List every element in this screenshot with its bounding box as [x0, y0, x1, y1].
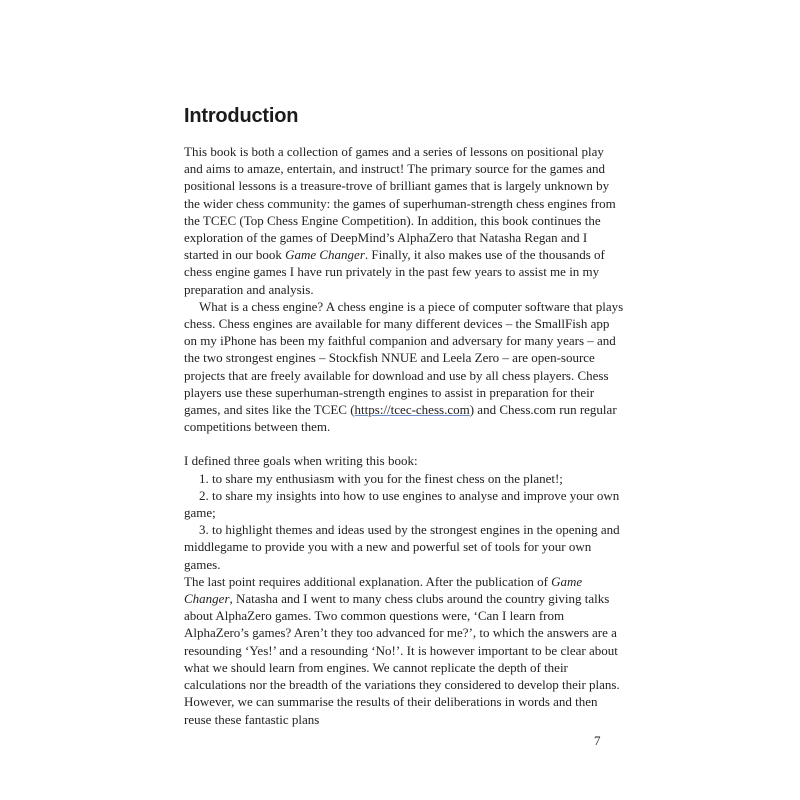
- book-title: Game Changer: [285, 247, 365, 263]
- paragraph-chess-engine: [184, 298, 624, 436]
- paragraph-intro: [184, 143, 624, 298]
- paragraph-explanation: [184, 573, 624, 728]
- book-title: Game Changer: [184, 573, 583, 607]
- goal-item-2: 2. to share my insights into how to use engines to analyse and improve your own game;: [184, 487, 620, 521]
- chapter-heading: Introduction: [184, 105, 299, 127]
- paragraph-chess-engine-text-a: What is a chess engine? A chess engine is a piece of computer software that plays chess. Chess engines are available for many different devices – the SmallFish app on my iPhone has been my faithful companion and adversary for many years – and the two strongest engines – Stockfish NNUE and Leela Zero – are open-source projects that are freely available for download and use by all chess players. Chess players use these superhuman-strength engines to assist in preparation for their games, and sites like the TCEC (: [184, 298, 624, 418]
- paragraph-chess-engine-text-b: ) and Chess.com run regular competitions between them.: [184, 402, 617, 435]
- paragraph-gap: [184, 435, 624, 452]
- goal-item-3: 3. to highlight themes and ideas used by the strongest engines in the opening and middlegame to provide you with a new and powerful set of tools for your own games.: [184, 522, 620, 572]
- goals-intro: I defined three goals when writing this book:: [184, 453, 418, 469]
- page-number: 7: [594, 733, 601, 748]
- paragraph-intro-text-b: . Finally, it also makes use of the thousands of chess engine games I have run privately in the past few years to assist me in my preparation and analysis.: [184, 247, 605, 297]
- goal-item-1: 1. to share my enthusiasm with you for the finest chess on the planet!;: [199, 470, 563, 486]
- paragraph-explanation-text-a: The last point requires additional explanation. After the publication of: [184, 573, 552, 589]
- body-text: [184, 143, 624, 728]
- tcec-link[interactable]: https://tcec-chess.com: [354, 402, 470, 418]
- paragraph-intro-text-a: This book is both a collection of games and a series of lessons on positional play and aims to amaze, entertain, and instruct! The primary source for the games and positional lessons is a treasure-trove of brilliant games that is largely unknown by the wider chess community: the games of superhuman-strength chess engines from the TCEC (Top Chess Engine Competition). In addition, this book continues the exploration of the games of DeepMind’s AlphaZero that Natasha Regan and I started in our book: [184, 144, 616, 263]
- paragraph-explanation-text-b: , Natasha and I went to many chess clubs around the country giving talks about AlphaZero games. Two common questions were, ‘Can I learn from AlphaZero’s games? Aren’t they too advanced for me?’, to which the answers are a resounding ‘Yes!’ and a resounding ‘No!’. It is however important to be clear about what we should learn from engines. We cannot replicate the depth of their calculations nor the breadth of the variations they considered to develop their plans. However, we can summarise the results of their deliberations in words and then reuse these fantastic plans: [184, 591, 620, 727]
